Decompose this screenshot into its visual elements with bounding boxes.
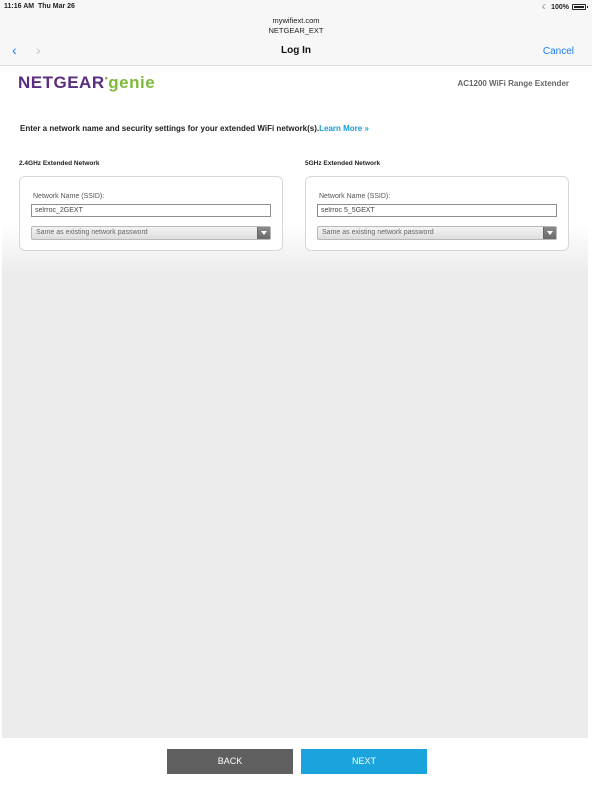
security-select-value-5ghz: Same as existing network password xyxy=(322,229,434,236)
battery-percent: 100% xyxy=(551,3,569,11)
product-name: AC1200 WiFi Range Extender xyxy=(457,79,569,88)
security-select-2ghz[interactable] xyxy=(31,226,271,240)
status-bar xyxy=(0,0,592,14)
do-not-disturb-icon: ☾ xyxy=(541,4,549,11)
brand-header xyxy=(0,67,592,105)
logo-netgear: NETGEAR xyxy=(18,73,105,92)
intro-text xyxy=(20,124,369,133)
dropdown-arrow-icon xyxy=(257,227,270,239)
network-panel-2ghz xyxy=(19,176,283,251)
battery-level xyxy=(574,6,584,8)
status-time-date xyxy=(4,3,75,10)
footer xyxy=(0,738,592,790)
next-button[interactable]: NEXT xyxy=(301,749,427,774)
security-select-value-2ghz: Same as existing network password xyxy=(36,229,148,236)
ssid-label-2ghz: Network Name (SSID): xyxy=(33,193,105,200)
main-content xyxy=(2,105,588,738)
ssid-label-5ghz: Network Name (SSID): xyxy=(319,193,391,200)
browser-nav-bar xyxy=(0,14,592,66)
section-title-2ghz: 2.4GHz Extended Network xyxy=(19,160,100,167)
battery-icon xyxy=(572,4,586,10)
dropdown-arrow-icon xyxy=(543,227,556,239)
ssid-input-5ghz[interactable] xyxy=(317,204,557,217)
intro-instructions: Enter a network name and security settings for your extended WiFi network(s). xyxy=(20,124,320,133)
url-network: NETGEAR_EXT xyxy=(268,26,324,35)
status-time: 11:16 AM xyxy=(4,3,35,10)
logo-dot-icon: • xyxy=(104,73,109,83)
page-title: Log In xyxy=(281,45,311,56)
forward-chevron-icon: › xyxy=(36,42,41,58)
security-select-5ghz[interactable] xyxy=(317,226,557,240)
netgear-genie-logo xyxy=(18,73,155,93)
learn-more-link[interactable]: Learn More » xyxy=(319,124,369,133)
back-button[interactable]: BACK xyxy=(167,749,293,774)
back-chevron-icon[interactable]: ‹ xyxy=(12,42,17,58)
section-title-5ghz: 5GHz Extended Network xyxy=(305,160,381,167)
status-date: Thu Mar 26 xyxy=(37,3,75,10)
logo-genie: genie xyxy=(108,73,156,92)
network-panel-5ghz xyxy=(305,176,569,251)
url-host: mywifiext.com xyxy=(272,16,320,25)
ssid-input-2ghz[interactable] xyxy=(31,204,271,217)
cancel-button[interactable]: Cancel xyxy=(542,46,574,57)
status-indicators xyxy=(542,3,586,11)
